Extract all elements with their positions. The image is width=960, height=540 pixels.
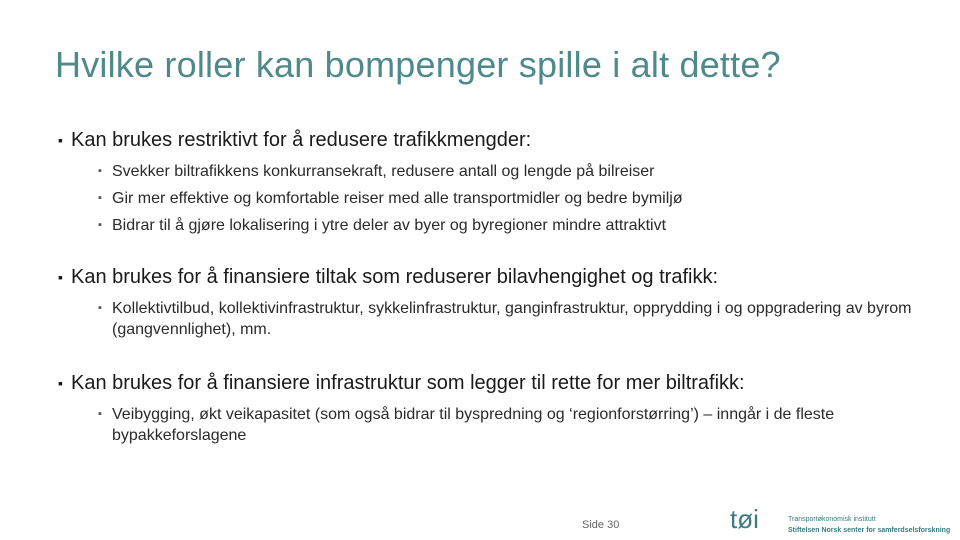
logo-text: tøi xyxy=(730,507,759,533)
slide-content xyxy=(58,128,938,446)
sub-bullet: ▪ Kollektivtilbud, kollektivinfrastruktur, sykkelinfrastruktur, ganginfrastruktur, opprydding i og oppgradering av byrom (gangvennlighet), mm. xyxy=(98,298,912,340)
section-restrictive xyxy=(58,128,938,236)
org-line-1: Transportøkonomisk institutt xyxy=(788,516,876,523)
section-finance-reduce xyxy=(58,265,938,340)
bullet-heading: ▪ Kan brukes for å finansiere infrastruktur som legger til rette for mer biltrafikk: xyxy=(58,371,938,395)
sub-bullet: ▪ Veibygging, økt veikapasitet (som også bidrar til byspredning og ‘regionforstørring’) – inngår i de fleste bypakkeforslagene xyxy=(98,404,892,446)
bullet-heading: ▪ Kan brukes for å finansiere tiltak som reduserer bilavhengighet og trafikk: xyxy=(58,265,938,289)
org-line-2: Stiftelsen Norsk senter for samferdselsforskning xyxy=(788,527,951,534)
section-finance-infra xyxy=(58,371,938,446)
sub-bullet: ▪ Gir mer effektive og komfortable reiser med alle transportmidler og bedre bymiljø xyxy=(98,188,938,209)
organization-name xyxy=(788,514,950,536)
bullet-heading: ▪ Kan brukes restriktivt for å redusere trafikkmengder: xyxy=(58,128,938,152)
sub-bullet: ▪ Svekker biltrafikkens konkurransekraft, redusere antall og lengde på bilreiser xyxy=(98,161,938,182)
toi-logo-icon xyxy=(730,507,780,533)
page-number: Side 30 xyxy=(582,519,620,531)
slide-title: Hvilke roller kan bompenger spille i alt dette? xyxy=(55,44,781,85)
sub-bullet: ▪ Bidrar til å gjøre lokalisering i ytre deler av byer og byregioner mindre attraktivt xyxy=(98,215,938,236)
